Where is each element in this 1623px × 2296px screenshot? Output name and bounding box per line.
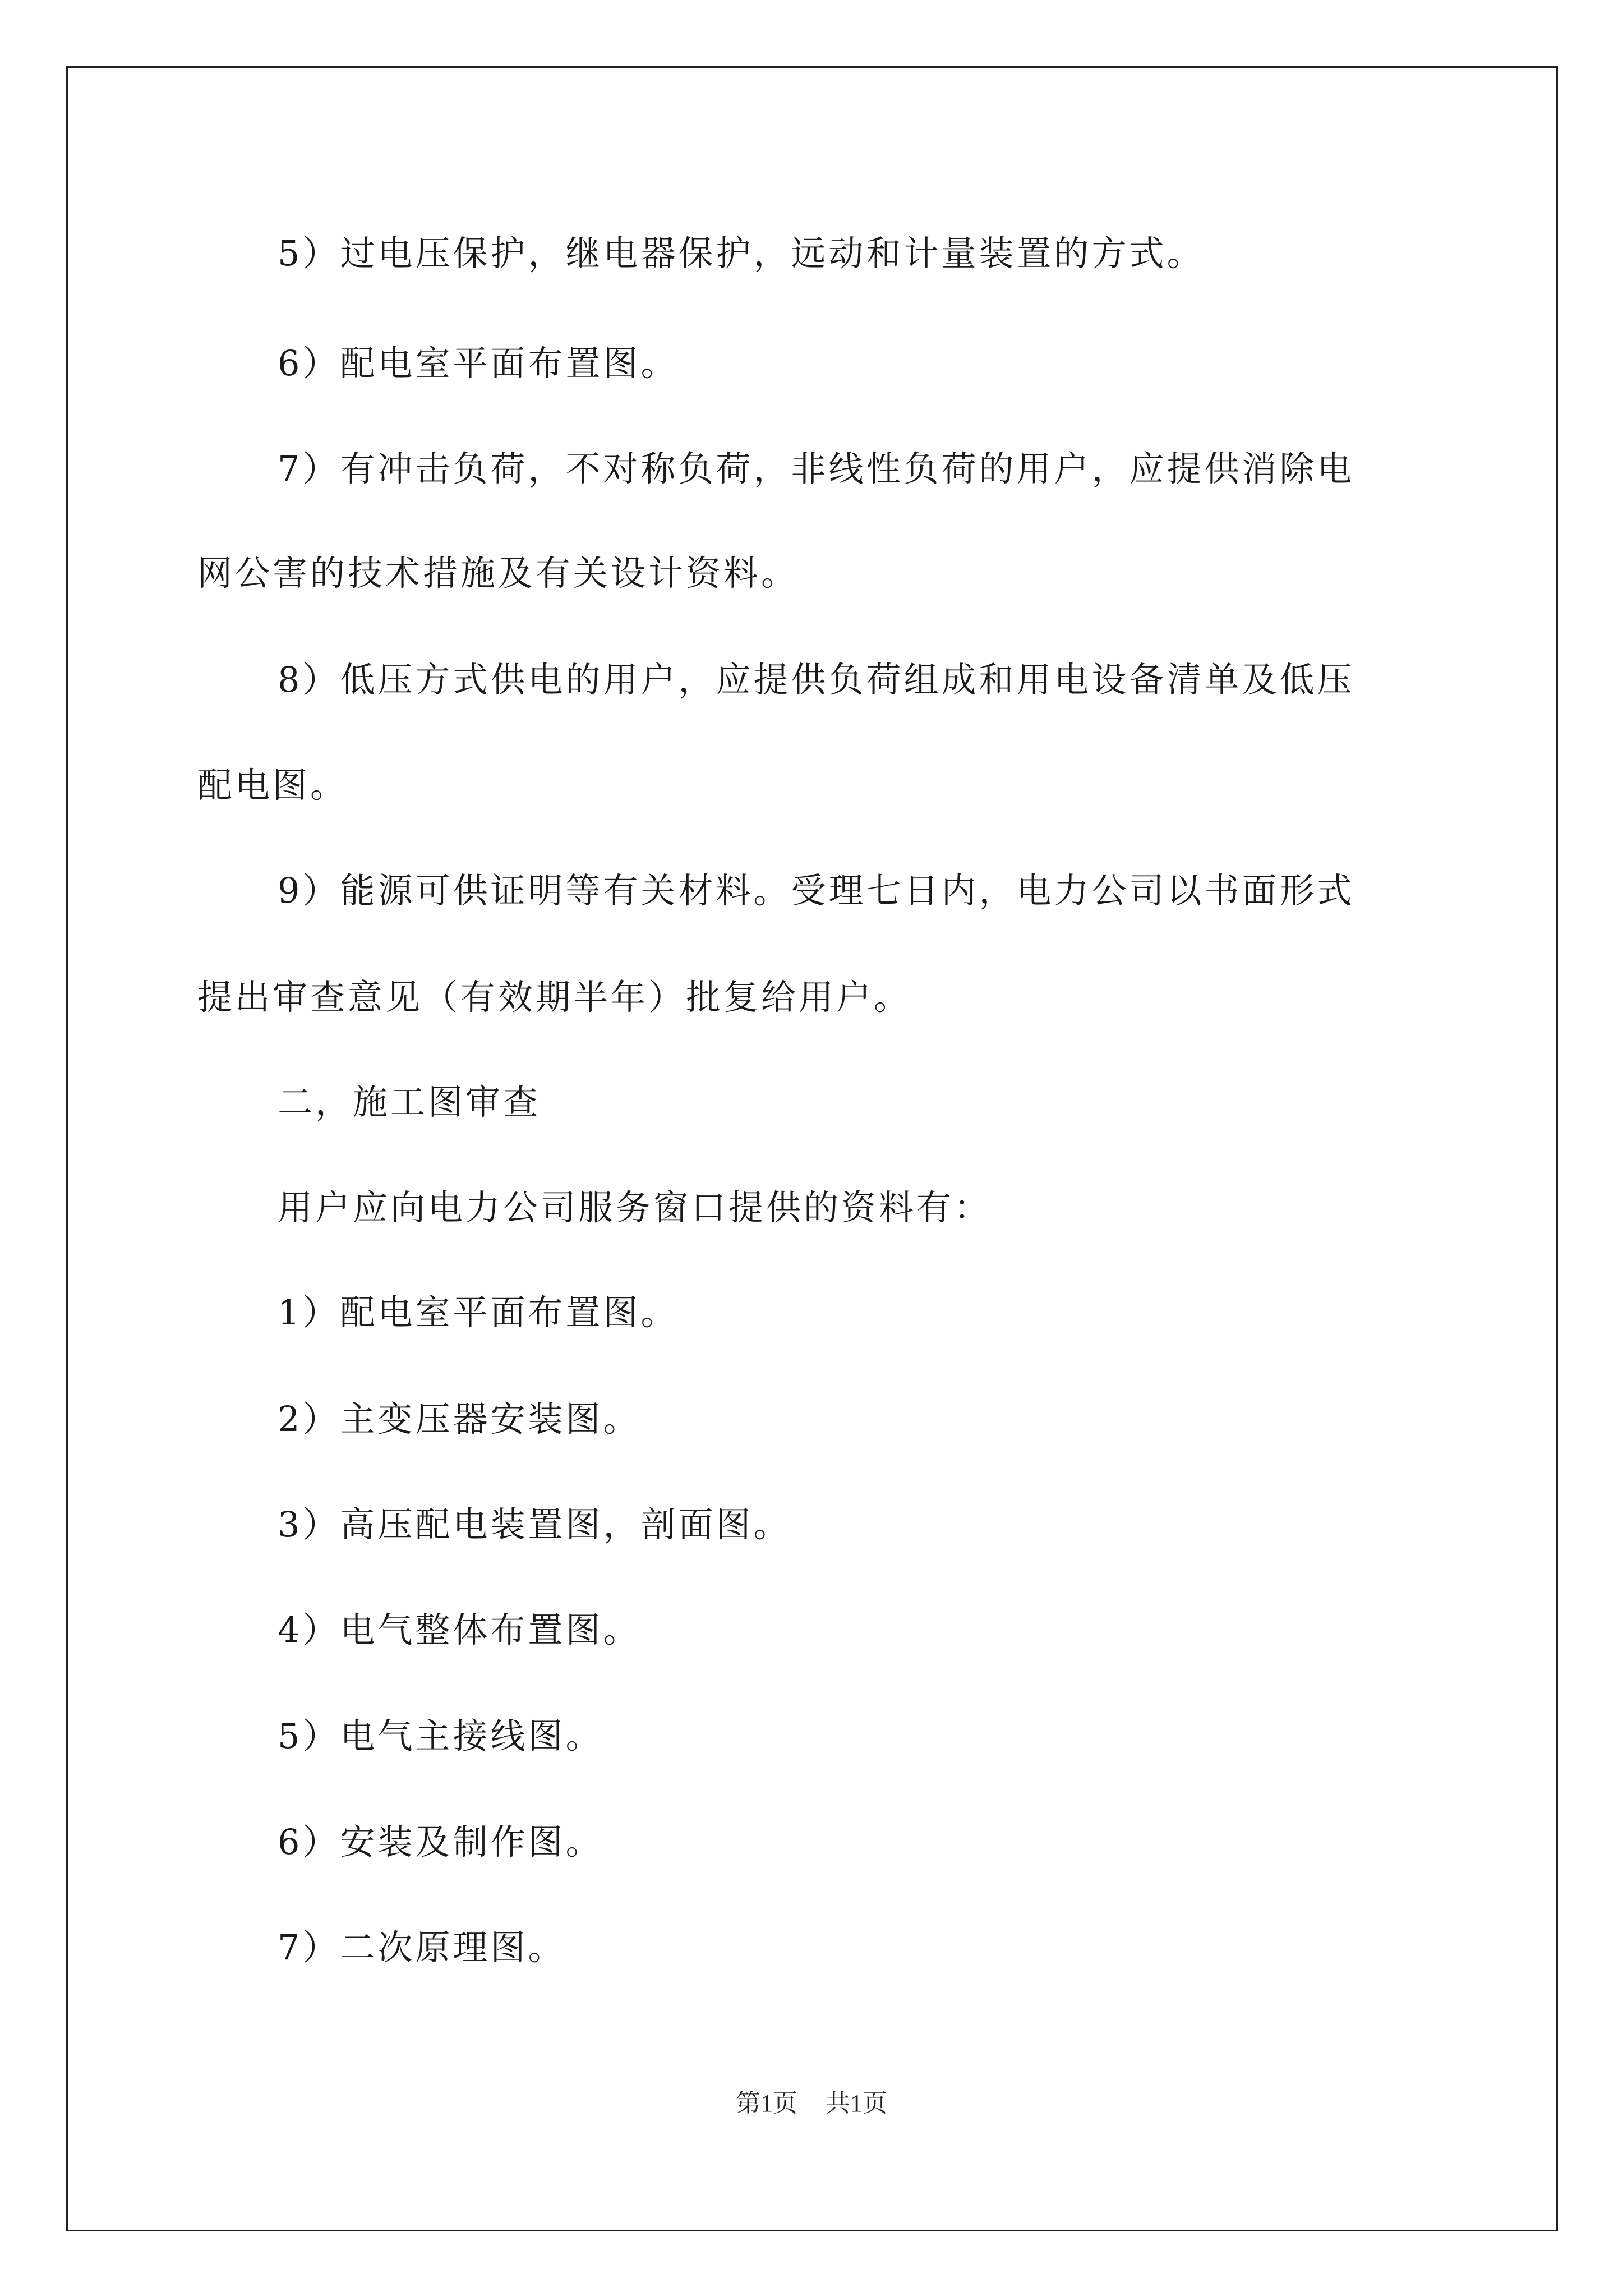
paragraph-line: 7）有冲击负荷，不对称负荷，非线性负荷的用户，应提供消除电 — [278, 448, 1355, 489]
paragraph-line: 4）电气整体布置图。 — [278, 1609, 641, 1650]
paragraph-line: 网公害的技术措施及有关设计资料。 — [197, 553, 799, 593]
paragraph-line: 2）主变压器安装图。 — [278, 1398, 641, 1439]
paragraph-line: 1）配电室平面布置图。 — [278, 1292, 679, 1333]
page-total: 共1页 — [826, 2090, 887, 2117]
paragraph-line: 9）能源可供证明等有关材料。受理七日内，电力公司以书面形式 — [278, 870, 1355, 911]
paragraph-line: 3）高压配电装置图，剖面图。 — [278, 1504, 791, 1545]
paragraph-line: 提出审查意见（有效期半年）批复给用户。 — [197, 977, 912, 1018]
paragraph-line: 5）过电压保护，继电器保护，远动和计量装置的方式。 — [278, 233, 1205, 274]
paragraph-line: 6）安装及制作图。 — [278, 1821, 603, 1862]
section-heading: 二，施工图审查 — [278, 1082, 541, 1122]
paragraph-line: 7）二次原理图。 — [278, 1927, 566, 1968]
page-number: 第1页 — [736, 2090, 797, 2117]
page-border — [66, 66, 1558, 2231]
page-footer — [0, 2087, 1623, 2120]
paragraph-line: 5）电气主接线图。 — [278, 1715, 603, 1756]
paragraph-line: 6）配电室平面布置图。 — [278, 343, 679, 384]
paragraph-line: 8）低压方式供电的用户，应提供负荷组成和用电设备清单及低压 — [278, 659, 1355, 700]
paragraph-line: 用户应向电力公司服务窗口提供的资料有： — [278, 1187, 992, 1228]
paragraph-line: 配电图。 — [197, 765, 348, 806]
